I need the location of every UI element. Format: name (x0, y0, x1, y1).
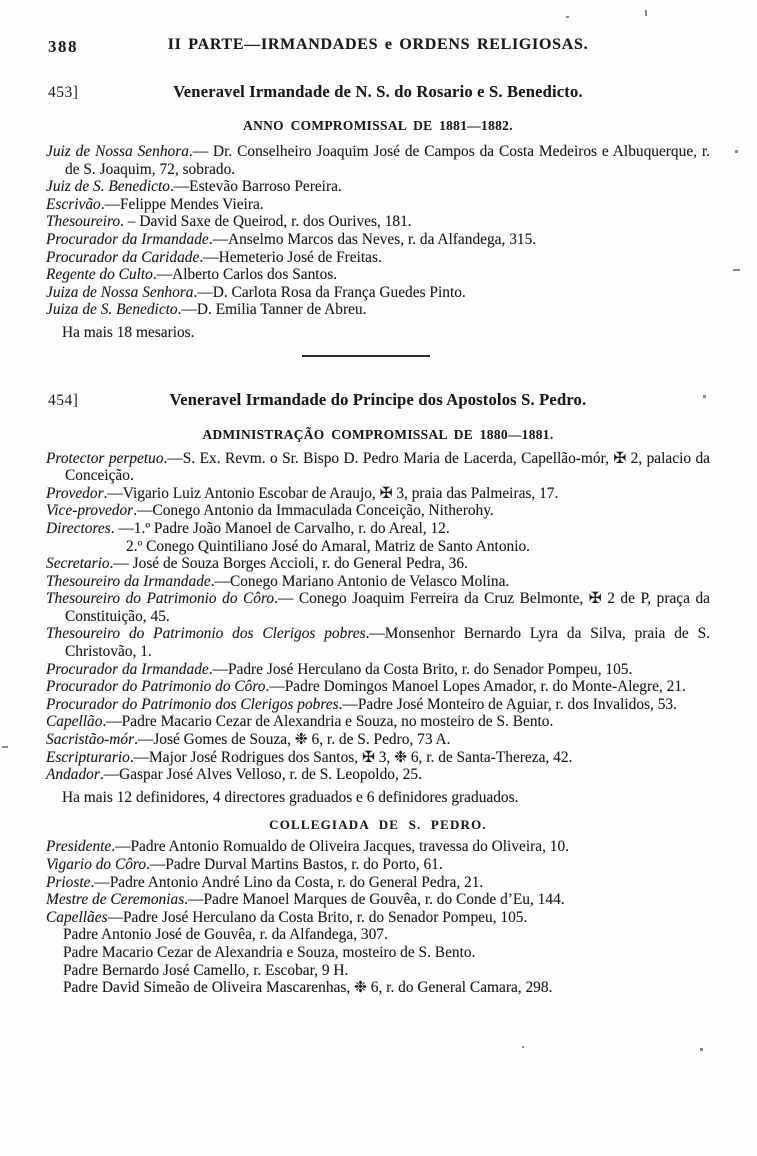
officer-role: Presidente (46, 838, 112, 856)
entry-453 (46, 82, 710, 342)
officer-text: .—Estevão Barroso Pereira. (169, 178, 342, 196)
officer-role: Mestre de Ceremonias (46, 891, 185, 909)
chaplain-line (46, 962, 710, 980)
scan-speck (522, 1046, 524, 1048)
scan-speck (645, 10, 647, 16)
officer-role: Juiza de Nossa Senhora (46, 283, 194, 301)
officer-role: Procurador do Patrimonio dos Clerigos pobres (46, 695, 339, 713)
officer-role: Directores (46, 519, 111, 537)
officer-line (46, 284, 710, 302)
officer-line (46, 749, 710, 767)
officer-text: .—Anselmo Marcos das Neves, r. da Alfandega, 315. (208, 230, 537, 248)
officer-line (46, 731, 710, 749)
officer-role: Procurador da Caridade (46, 248, 200, 266)
officer-text: .—Alberto Carlos dos Santos. (152, 266, 338, 284)
officer-text: Padre Macario Cezar de Alexandria e Souza, mosteiro de S. Bento. (63, 943, 476, 961)
chaplain-line (46, 926, 710, 944)
officer-line (46, 555, 710, 573)
entry-453-heading (46, 82, 710, 102)
officer-role: Thesoureiro (46, 213, 121, 231)
officer-line (46, 766, 710, 784)
officer-role: Provedor (46, 484, 104, 502)
officer-text: .—Hemeterio José de Freitas. (199, 248, 382, 266)
chaplain-line (46, 944, 710, 962)
officer-line (46, 891, 710, 909)
officer-role: Sacristão-mór (46, 731, 135, 749)
entry-453-subtitle: ANNO COMPROMISSAL DE 1881—1882. (243, 118, 513, 133)
officer-line (46, 573, 710, 591)
officer-text: Padre David Simeão de Oliveira Mascarenhas, ❉ 6, r. do General Camara, 298. (63, 979, 553, 997)
scan-speck (703, 395, 706, 398)
officer-text: Padre Antonio José de Gouvêa, r. da Alfandega, 307. (63, 926, 388, 944)
collegiada-title: COLLEGIADA DE S. PEDRO. (269, 817, 487, 833)
officer-text: .—Padre Durval Martins Bastos, r. do Porto, 61. (146, 856, 443, 873)
officer-line (46, 143, 710, 178)
officer-role: Capellães (46, 908, 108, 926)
officer-text: .—S. Ex. Revm. o Sr. Bispo D. Pedro Maria de Lacerda, Capellão-mór, ✠ 2, palacio da Conceição. (65, 449, 710, 485)
officer-text: .—Padre Domingos Manoel Lopes Amador, r. do Monte-Alegre, 21. (265, 678, 686, 696)
scan-speck (733, 269, 740, 271)
entry-453-officers (46, 143, 710, 342)
officer-role: Thesoureiro do Patrimonio dos Clerigos pobres (46, 625, 366, 643)
officer-role: Regente do Culto (46, 266, 153, 284)
officer-role: Andador (46, 766, 100, 784)
entry-454-note: Ha mais 12 definidores, 4 directores graduados e 6 definidores graduados. (62, 788, 519, 806)
entry-453-note: Ha mais 18 mesarios. (62, 323, 195, 341)
officer-text: .—D. Emilia Tanner de Abreu. (177, 301, 367, 319)
officer-role: Thesoureiro da Irmandade (46, 572, 211, 590)
officer-line (46, 178, 710, 196)
officer-line (46, 249, 710, 267)
officer-text: .—Vigario Luiz Antonio Escobar de Araujo, ✠ 3, praia das Palmeiras, 17. (103, 484, 559, 502)
officer-line (46, 502, 710, 520)
scan-speck (2, 746, 8, 748)
officer-text: .—Conego Antonio da Immaculada Conceição, Nitherohy. (133, 502, 494, 520)
officer-line (46, 625, 710, 660)
entry-454-subtitle: ADMINISTRAÇÃO COMPROMISSAL DE 1880—1881. (202, 426, 554, 442)
officer-text: .—Padre Antonio Romualdo de Oliveira Jacques, travessa do Oliveira, 10. (111, 838, 570, 856)
officer-line (46, 874, 710, 892)
officer-line (46, 213, 710, 231)
officer-role: Escripturario (46, 748, 130, 766)
officer-role: Procurador do Patrimonio do Côro (46, 678, 266, 696)
officer-line (46, 520, 710, 538)
officer-line (46, 838, 710, 856)
officer-text: .—Felippe Mendes Vieira. (100, 195, 264, 213)
officer-text: .— Dr. Conselheiro Joaquim José de Campos da Costa Medeiros e Albuquerque, r. de S. Joaquim, 72, sobrado. (65, 143, 711, 178)
officer-role: Procurador da Irmandade (46, 230, 209, 248)
entry-454-title: Veneravel Irmandade do Principe dos Apostolos S. Pedro. (169, 389, 587, 409)
officer-text: .—Padre Manoel Marques de Gouvêa, r. do Conde d’Eu, 144. (184, 891, 565, 909)
officer-text: .—Padre Antonio André Lino da Costa, r. do General Pedra, 21. (90, 873, 484, 891)
officer-text: .—Monsenhor Bernardo Lyra da Silva, praia de S. Christovão, 1. (65, 625, 710, 661)
officer-line (46, 231, 710, 249)
officer-text: .—Gaspar José Alves Velloso, r. de S. Leopoldo, 25. (99, 766, 422, 784)
scan-speck (566, 16, 569, 18)
officer-line (46, 678, 710, 696)
running-title: II PARTE—IRMANDADES e ORDENS RELIGIOSAS. (167, 36, 589, 53)
officer-line (46, 266, 710, 284)
officer-line (46, 450, 710, 485)
officer-text: Padre Bernardo José Camello, r. Escobar, 9 H. (63, 961, 349, 979)
officer-text: 2.º Conego Quintiliano José do Amaral, Matriz de Santo Antonio. (126, 537, 531, 555)
officer-role: Procurador da Irmandade (46, 660, 209, 678)
officer-text: .—D. Carlota Rosa da França Guedes Pinto. (193, 283, 466, 301)
officer-text: . —1.º Padre João Manoel de Carvalho, r. do Areal, 12. (110, 519, 450, 537)
entry-453-title: Veneravel Irmandade de N. S. do Rosario e S. Benedicto. (173, 82, 583, 101)
officer-text: .—Conego Mariano Antonio de Velasco Molina. (210, 572, 510, 590)
officer-text: .—Padre José Herculano da Costa Brito, r. do Senador Pompeu, 105. (208, 660, 633, 678)
officer-role: Vice-provedor (46, 502, 134, 520)
officer-text: .—Padre José Monteiro de Aguiar, r. dos Invalidos, 53. (338, 695, 677, 713)
officer-line (46, 301, 710, 319)
officer-line (46, 485, 710, 503)
entry-454 (46, 390, 710, 997)
officer-line (46, 196, 710, 214)
entry-454-heading (46, 390, 710, 410)
scan-speck (700, 1048, 703, 1051)
officer-line (46, 696, 710, 714)
officer-text: .— Conego Joaquim Ferreira da Cruz Belmonte, ✠ 2 de P, praça da Constituição, 45. (65, 590, 711, 625)
scan-speck (735, 150, 738, 153)
officer-role: Juiza de S. Benedicto (46, 301, 178, 319)
officer-role: Protector perpetuo (46, 449, 164, 467)
chaplain-line (46, 979, 710, 997)
officer-line (46, 909, 710, 927)
page-number: 388 (48, 37, 78, 56)
officer-text: .—José Gomes de Souza, ❉ 6, r. de S. Pedro, 73 A. (134, 731, 451, 749)
entry-454-number: 454] (48, 391, 79, 409)
officer-role: Secretario (46, 555, 110, 573)
officer-role: Prioste (46, 873, 91, 891)
officer-line (46, 856, 710, 874)
collegiada-officers (46, 838, 710, 996)
page-header (46, 36, 710, 60)
officer-line (46, 713, 710, 731)
officer-role: Juiz de S. Benedicto (46, 178, 170, 196)
entry-453-number: 453] (48, 84, 79, 101)
entry-454-officers (46, 450, 710, 807)
officer-text: . – David Saxe de Queirod, r. dos Ourives, 181. (120, 213, 412, 231)
officer-text: .—Padre Macario Cezar de Alexandria e Souza, no mosteiro de S. Bento. (102, 713, 554, 731)
officer-role: Escrivão (46, 195, 101, 213)
officer-role: Capellão (46, 713, 103, 731)
section-divider (302, 355, 430, 357)
officer-role: Juiz de Nossa Senhora (46, 143, 189, 160)
officer-text: .—Major José Rodrigues dos Santos, ✠ 3, ❉ 6, r. de Santa-Thereza, 42. (129, 748, 573, 766)
officer-role: Vigario do Côro (46, 856, 147, 873)
officer-text: —Padre José Herculano da Costa Brito, r. do Senador Pompeu, 105. (107, 908, 528, 926)
officer-text: .— José de Souza Borges Accioli, r. do General Pedra, 36. (109, 555, 468, 573)
officer-line-continuation (46, 538, 710, 556)
officer-role: Thesoureiro do Patrimonio do Côro (46, 590, 275, 608)
officer-line (46, 590, 710, 625)
officer-line (46, 661, 710, 679)
